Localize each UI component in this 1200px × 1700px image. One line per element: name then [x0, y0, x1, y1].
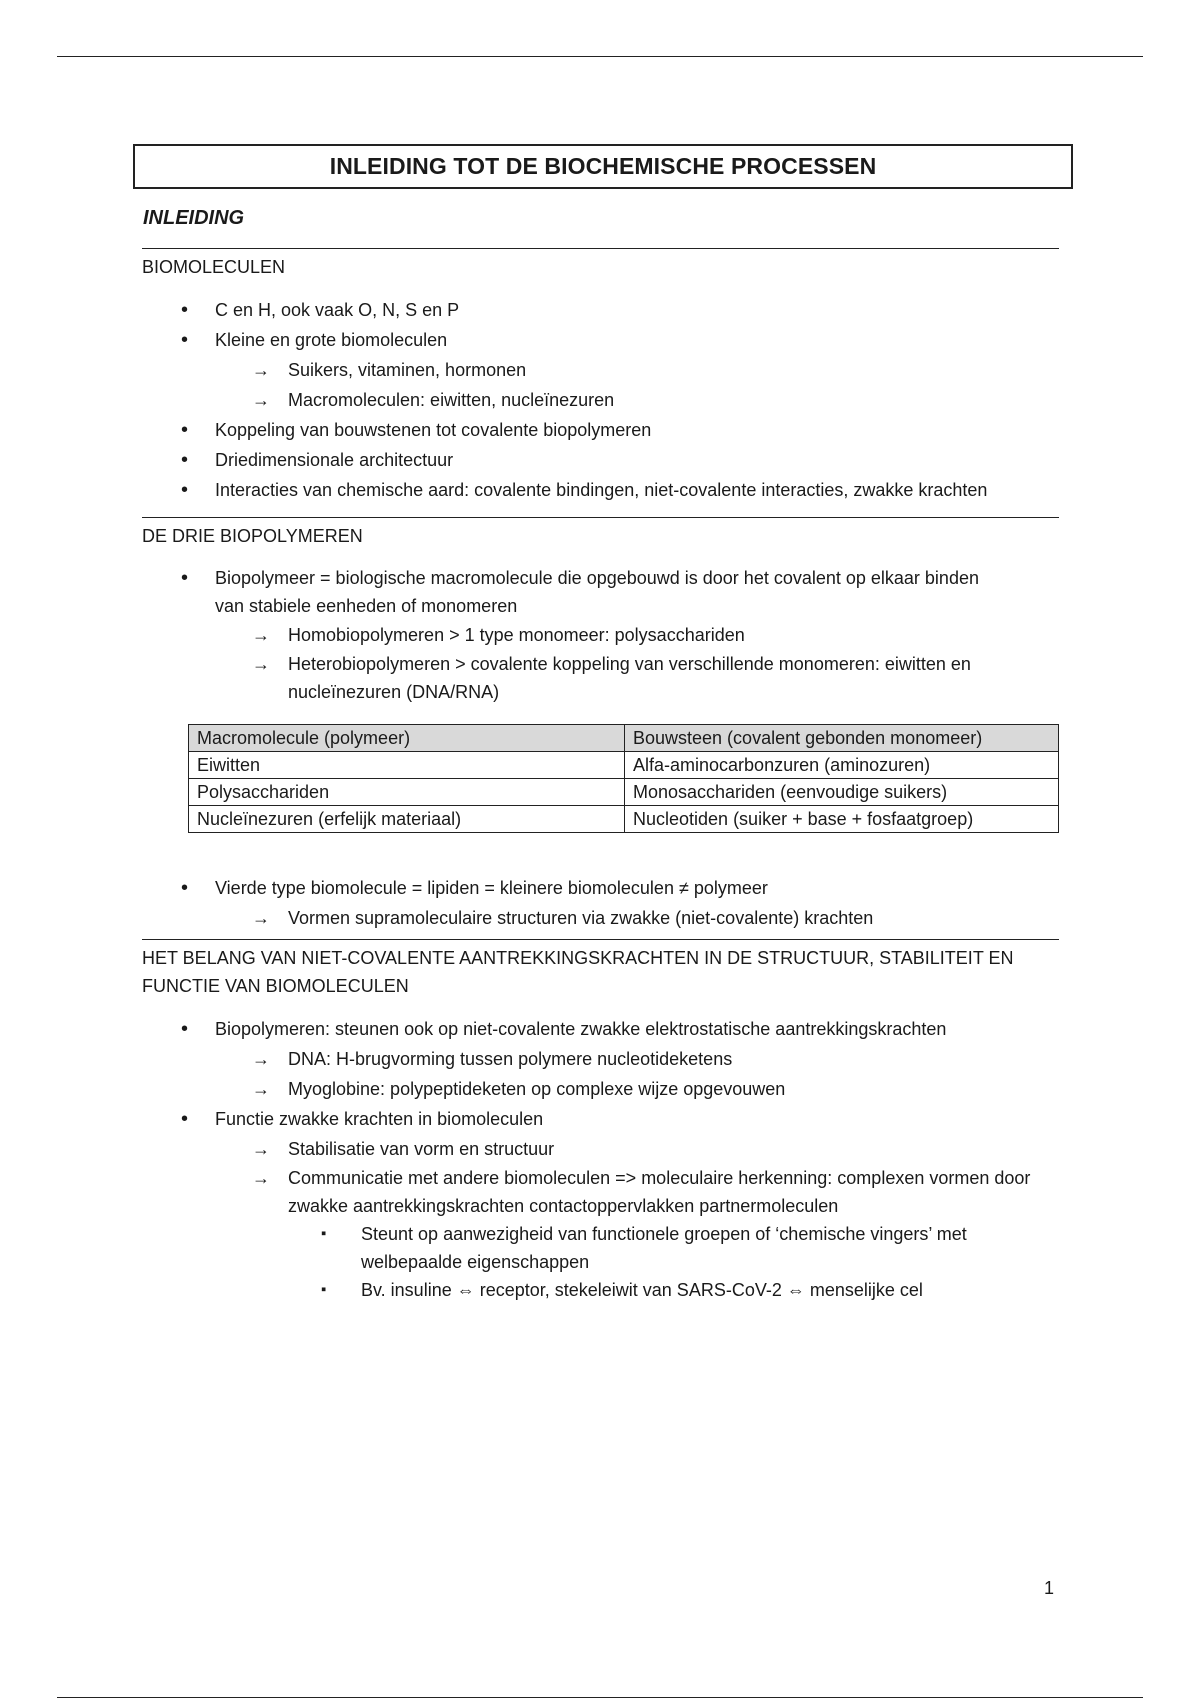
section-niet-covalente-krachten: [142, 939, 1059, 1304]
sub-list: [215, 620, 989, 706]
arrow-icon: →: [252, 1139, 270, 1159]
section-heading: HET BELANG VAN NIET-COVALENTE AANTREKKINGSKRACHTEN IN DE STRUCTUUR, STABILITEIT EN FUNCTIE VAN BIOMOLECULEN: [142, 939, 1059, 1000]
bullet-list: [142, 295, 1059, 505]
section-biopolymeren: [142, 517, 1059, 933]
list-item: • Kleine en grote biomoleculen → Suikers, vitaminen, hormonen → Macromoleculen: eiwitten, nucleïnezuren: [142, 325, 1059, 415]
table-cell: Monosacchariden (eenvoudige suikers): [625, 779, 1059, 806]
list-item: • Interacties van chemische aard: covalente bindingen, niet-covalente interacties, zwakke krachten: [142, 475, 1059, 505]
sub-list: [215, 903, 1059, 933]
list-item: • C en H, ook vaak O, N, S en P: [142, 295, 1059, 325]
bullet-list: [142, 564, 1059, 706]
list-item: • Functie zwakke krachten in biomoleculen → Stabilisatie van vorm en structuur → Communicatie met andere biomoleculen => moleculaire herkenning: complexen vormen door zwakke aantrekkingskrachten contactoppervlakken partnermoleculen ▪ Steunt op aanwezigheid van functionele groepen of ‘chemische vingers’ met welbepaalde eigenschappen ▪ Bv. insuline ⇔ receptor, stekeleiwit van SARS-CoV-2 ⇔ menselijke cel: [142, 1104, 1059, 1304]
list-item: • Koppeling van bouwstenen tot covalente biopolymeren: [142, 415, 1059, 445]
table-cell: Polysacchariden: [189, 779, 625, 806]
table-cell: Alfa-aminocarbonzuren (aminozuren): [625, 752, 1059, 779]
document-title: INLEIDING TOT DE BIOCHEMISCHE PROCESSEN: [133, 144, 1073, 189]
table-row: [189, 752, 1059, 779]
table-cell: Eiwitten: [189, 752, 625, 779]
section-heading: BIOMOLECULEN: [142, 248, 1059, 281]
sub-list-item: → DNA: H-brugvorming tussen polymere nucleotideketens: [215, 1044, 1059, 1074]
arrow-icon: →: [252, 908, 270, 928]
arrow-icon: →: [252, 625, 270, 645]
header-rule: [57, 56, 1143, 57]
sub-sub-list-item: ▪ Bv. insuline ⇔ receptor, stekeleiwit van SARS-CoV-2 ⇔ menselijke cel: [288, 1276, 1059, 1304]
sub-list-item: → Stabilisatie van vorm en structuur: [215, 1134, 1059, 1164]
column-header: Bouwsteen (covalent gebonden monomeer): [625, 725, 1059, 752]
sub-list: [215, 355, 1059, 415]
sub-list-item: → Communicatie met andere biomoleculen => moleculaire herkenning: complexen vormen door zwakke aantrekkingskrachten contactoppervlakken partnermoleculen ▪ Steunt op aanwezigheid van functionele groepen of ‘chemische vingers’ met welbepaalde eigenschappen ▪ Bv. insuline ⇔ receptor, stekeleiwit van SARS-CoV-2 ⇔ menselijke cel: [215, 1164, 1059, 1304]
sub-sub-list: [288, 1220, 1059, 1304]
sub-list: [215, 1044, 1059, 1104]
section-biomoleculen: [142, 248, 1059, 505]
sub-list: [215, 1134, 1059, 1304]
table-cell: Nucleotiden (suiker + base + fosfaatgroep): [625, 806, 1059, 833]
table-row: [189, 779, 1059, 806]
column-header: Macromolecule (polymeer): [189, 725, 625, 752]
chapter-heading: INLEIDING: [143, 207, 245, 229]
arrow-icon: →: [252, 390, 270, 410]
sub-list-item: → Myoglobine: polypeptideketen op complexe wijze opgevouwen: [215, 1074, 1059, 1104]
arrow-icon: →: [252, 654, 270, 674]
footer-rule: [57, 1697, 1143, 1698]
section-heading: DE DRIE BIOPOLYMEREN: [142, 517, 1059, 550]
list-item: • Biopolymeren: steunen ook op niet-covalente zwakke elektrostatische aantrekkingskrachten → DNA: H-brugvorming tussen polymere nucleotideketens → Myoglobine: polypeptideketen op complexe wijze opgevouwen: [142, 1014, 1059, 1104]
bullet-list: [142, 1014, 1059, 1304]
bullet-list: [142, 873, 1059, 933]
sub-sub-list-item: ▪ Steunt op aanwezigheid van functionele groepen of ‘chemische vingers’ met welbepaalde eigenschappen: [288, 1220, 1059, 1276]
sub-list-item: → Suikers, vitaminen, hormonen: [215, 355, 1059, 385]
biopolymer-table: [188, 724, 1059, 833]
sub-list-item: → Macromoleculen: eiwitten, nucleïnezuren: [215, 385, 1059, 415]
list-item: • Driedimensionale architectuur: [142, 445, 1059, 475]
page-number: 1: [1044, 1578, 1055, 1598]
sub-list-item: → Vormen supramoleculaire structuren via zwakke (niet-covalente) krachten: [215, 903, 1059, 933]
table-header-row: [189, 725, 1059, 752]
sub-list-item: → Homobiopolymeren > 1 type monomeer: polysacchariden: [215, 620, 989, 650]
document-body: [133, 144, 1071, 1304]
arrow-icon: →: [252, 360, 270, 380]
table-cell: Nucleïnezuren (erfelijk materiaal): [189, 806, 625, 833]
sub-list-item: → Heterobiopolymeren > covalente koppeling van verschillende monomeren: eiwitten en nucleïnezuren (DNA/RNA): [215, 650, 989, 706]
arrow-icon: →: [252, 1168, 270, 1188]
table-row: [189, 806, 1059, 833]
arrow-icon: →: [252, 1049, 270, 1069]
arrow-icon: →: [252, 1079, 270, 1099]
list-item: • Vierde type biomolecule = lipiden = kleinere biomoleculen ≠ polymeer → Vormen supramoleculaire structuren via zwakke (niet-covalente) krachten: [142, 873, 1059, 933]
list-item: • Biopolymeer = biologische macromolecule die opgebouwd is door het covalent op elkaar binden van stabiele eenheden of monomeren → Homobiopolymeren > 1 type monomeer: polysacchariden → Heterobiopolymeren > covalente koppeling van verschillende monomeren: eiwitten en nucleïnezuren (DNA/RNA): [142, 564, 1059, 706]
